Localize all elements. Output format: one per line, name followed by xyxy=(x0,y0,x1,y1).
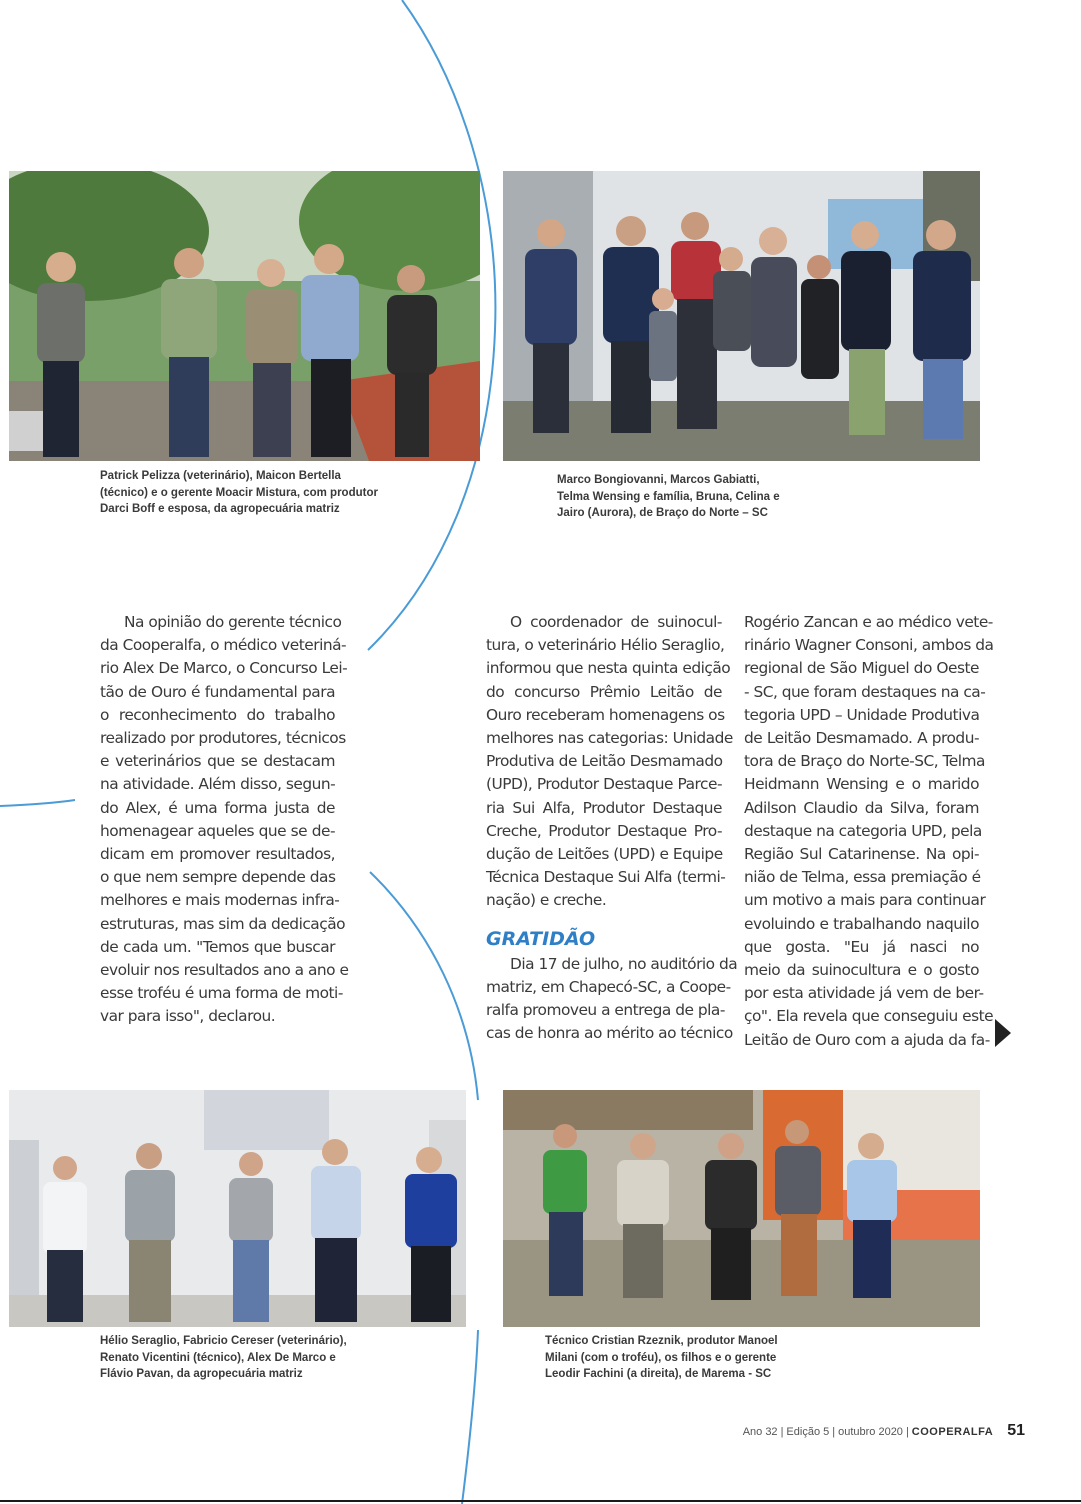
text-line: - SC, que foram destaques na ca- xyxy=(744,682,986,701)
text-line: um motivo a mais para continuar xyxy=(744,891,986,910)
caption-line: Hélio Seraglio, Fabricio Cereser (veterinário), xyxy=(100,1335,347,1347)
caption-line: Marco Bongiovanni, Marcos Gabiatti, xyxy=(557,474,760,486)
text-line: dução de Leitões (UPD) e Equipe xyxy=(486,845,723,864)
group-photo-icon xyxy=(503,171,980,461)
text-line: de cada um. "Temos que buscar xyxy=(100,937,335,956)
text-line: evoluir nos resultados ano a ano e xyxy=(100,961,349,980)
text-line: dicam em promover resultados, xyxy=(100,845,335,864)
text-line: melhores e mais modernas infra- xyxy=(100,891,340,910)
text-line: tora de Braço do Norte-SC, Telma xyxy=(744,752,985,771)
text-line: Técnica Destaque Sui Alfa (termi- xyxy=(486,868,726,887)
text-line: Na opinião do gerente técnico xyxy=(124,613,342,631)
text-line: cas de honra ao mérito ao técnico xyxy=(486,1024,733,1043)
page-footer xyxy=(743,1422,1025,1440)
caption-bottom-right xyxy=(545,1333,778,1383)
text-line: realizado por produtores, técnicos xyxy=(100,729,346,748)
caption-top-right xyxy=(557,472,780,522)
text-line: Região Sul Catarinense. Na opi- xyxy=(744,845,979,864)
photo-bottom-right xyxy=(503,1090,980,1327)
text-line: var para isso", declarou. xyxy=(100,1007,276,1026)
text-line: Rogério Zancan e ao médico vete- xyxy=(744,613,993,631)
text-line: rio Alex De Marco, o Concurso Lei- xyxy=(100,659,348,678)
group-photo-icon xyxy=(9,171,480,461)
caption-line: Milani (com o troféu), os filhos e o gerente xyxy=(545,1351,777,1364)
text-line: por esta atividade já vem de ber- xyxy=(744,984,984,1003)
article-column-3 xyxy=(744,611,994,1052)
text-line: tão de Ouro é fundamental para xyxy=(100,682,335,701)
article-column-2 xyxy=(486,611,738,1045)
caption-line: Darci Boff e esposa, da agropecuária matriz xyxy=(100,503,340,515)
caption-bottom-left xyxy=(100,1333,347,1383)
caption-line: Renato Vicentini (técnico), Alex De Marco e xyxy=(100,1351,336,1364)
caption-top-left xyxy=(100,468,378,518)
text-line: melhores nas categorias: Unidade xyxy=(486,729,733,748)
text-line: do Alex, é uma forma justa de xyxy=(100,798,335,817)
caption-line: Telma Wensing e família, Bruna, Celina e xyxy=(557,490,780,503)
page-number: 51 xyxy=(1007,1422,1025,1439)
caption-line: (técnico) e o gerente Moacir Mistura, com produtor xyxy=(100,486,378,499)
bottom-rule xyxy=(0,1500,1081,1502)
text-line: ço". Ela revela que conseguiu este xyxy=(744,1007,994,1026)
text-line: esse troféu é uma forma de moti- xyxy=(100,984,343,1003)
text-line: o reconhecimento do trabalho xyxy=(100,705,335,724)
footer-date: outubro 2020 xyxy=(838,1426,903,1438)
text-line: Dia 17 de julho, no auditório da xyxy=(510,954,738,973)
caption-line: Técnico Cristian Rzeznik, produtor Manoel xyxy=(545,1335,778,1347)
text-line: nação) e creche. xyxy=(486,891,607,910)
text-line: tura, o veterinário Hélio Seraglio, xyxy=(486,636,725,655)
text-line: (UPD), Produtor Destaque Parce- xyxy=(486,775,722,794)
text-line: regional de São Miguel do Oeste xyxy=(744,659,979,678)
text-line: informou que nesta quinta edição xyxy=(486,659,731,678)
text-line: Adilson Claudio da Silva, foram xyxy=(744,798,979,817)
text-line: Leitão de Ouro com a ajuda da fa- xyxy=(744,1030,990,1049)
article-column-1 xyxy=(100,611,349,1029)
text-line: ralfa promoveu a entrega de pla- xyxy=(486,1001,725,1020)
text-line: matriz, em Chapecó-SC, a Coope- xyxy=(486,977,731,996)
section-heading: GRATIDÃO xyxy=(486,927,596,950)
text-line: que gosta. "Eu já nasci no xyxy=(744,937,979,956)
photo-top-right xyxy=(503,171,980,461)
footer-edition: Edição 5 xyxy=(786,1426,830,1438)
text-line: tegoria UPD – Unidade Produtiva xyxy=(744,705,980,724)
text-line: Heidmann Wensing e o marido xyxy=(744,775,979,794)
footer-brand: COOPERALFA xyxy=(911,1426,994,1438)
caption-line: Flávio Pavan, da agropecuária matriz xyxy=(100,1368,303,1380)
text-line: na atividade. Além disso, segun- xyxy=(100,775,336,794)
text-line: do concurso Prêmio Leitão de xyxy=(486,682,722,701)
text-line: Produtiva de Leitão Desmamado xyxy=(486,752,723,771)
text-line: ria Sui Alfa, Produtor Destaque xyxy=(486,798,722,817)
photo-top-left xyxy=(9,171,480,461)
text-line: Ouro receberam homenagens os xyxy=(486,705,725,724)
text-line: da Cooperalfa, o médico veteriná- xyxy=(100,636,347,655)
text-line: homenagear aqueles que se de- xyxy=(100,821,335,840)
text-line: O coordenador de suinocul- xyxy=(510,613,722,631)
text-line: estruturas, mas sim da dedicação xyxy=(100,914,346,933)
caption-line: Patrick Pelizza (veterinário), Maicon Bertella xyxy=(100,470,341,482)
footer-separator: | xyxy=(780,1426,784,1438)
text-line: Creche, Produtor Destaque Pro- xyxy=(486,821,722,840)
group-photo-icon xyxy=(503,1090,980,1327)
text-line: meio da suinocultura e o gosto xyxy=(744,961,979,980)
footer-year: Ano 32 xyxy=(742,1426,778,1438)
group-photo-icon xyxy=(9,1090,466,1327)
continue-arrow-icon xyxy=(995,1019,1011,1047)
text-line: e veterinários que se destacam xyxy=(100,752,335,771)
text-line: evoluindo e trabalhando naquilo xyxy=(744,914,979,933)
caption-line: Jairo (Aurora), de Braço do Norte – SC xyxy=(557,507,768,519)
photo-bottom-left xyxy=(9,1090,466,1327)
text-line: de Leitão Desmamado. A produ- xyxy=(744,729,979,748)
text-line: nião de Telma, essa premiação é xyxy=(744,868,981,887)
footer-separator: | xyxy=(905,1426,909,1438)
text-line: destaque na categoria UPD, pela xyxy=(744,821,982,840)
caption-line: Leodir Fachini (a direita), de Marema - SC xyxy=(545,1368,772,1380)
text-line: rinário Wagner Consoni, ambos da xyxy=(744,636,994,655)
text-line: o que nem sempre depende das xyxy=(100,868,336,887)
footer-separator: | xyxy=(832,1426,836,1438)
